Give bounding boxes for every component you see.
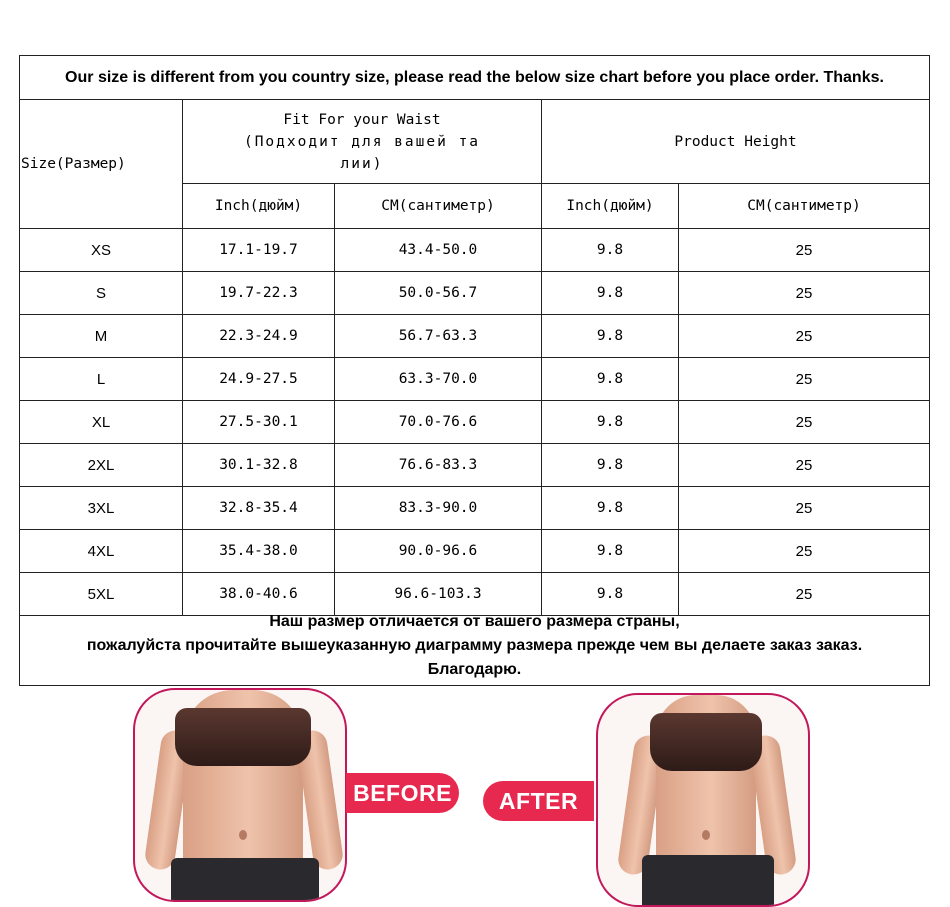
waist-cm-cell: 70.0-76.6 bbox=[335, 401, 542, 444]
size-cell: XL bbox=[20, 401, 183, 444]
loose-jeans bbox=[642, 855, 774, 907]
russian-notice bbox=[20, 607, 929, 685]
header-size: Size(Размер) bbox=[20, 100, 183, 229]
waist-inch-cell: 27.5-30.1 bbox=[183, 401, 335, 444]
height-inch-cell: 9.8 bbox=[542, 315, 679, 358]
russian-notice-line1: Наш размер отличается от вашего размера страны, bbox=[269, 613, 680, 630]
subheader-height-cm: CM(сантиметр) bbox=[679, 184, 929, 229]
waist-cm-cell: 96.6-103.3 bbox=[335, 573, 542, 616]
waist-cm-cell: 83.3-90.0 bbox=[335, 487, 542, 530]
height-cm-cell: 25 bbox=[679, 444, 929, 487]
waist-cm-cell: 63.3-70.0 bbox=[335, 358, 542, 401]
tube-bra-garment bbox=[650, 713, 762, 771]
subheader-height-inch: Inch(дюйм) bbox=[542, 184, 679, 229]
russian-notice-line2: пожалуйста прочитайте вышеуказанную диаграмму размера прежде чем вы делаете заказ заказ. bbox=[86, 637, 863, 654]
size-cell: 5XL bbox=[20, 573, 183, 616]
waist-inch-cell: 35.4-38.0 bbox=[183, 530, 335, 573]
navel bbox=[239, 830, 247, 840]
english-notice: Our size is different from you country size, please read the below size chart before you place order. Thanks. bbox=[20, 56, 929, 100]
height-cm-cell: 25 bbox=[679, 358, 929, 401]
height-cm-cell: 25 bbox=[679, 530, 929, 573]
tube-bra-garment bbox=[175, 708, 311, 766]
size-chart bbox=[19, 55, 930, 686]
jeans bbox=[171, 858, 319, 902]
height-cm-cell: 25 bbox=[679, 229, 929, 272]
height-cm-cell: 25 bbox=[679, 272, 929, 315]
before-photo bbox=[133, 688, 347, 902]
size-cell: 2XL bbox=[20, 444, 183, 487]
waist-inch-cell: 19.7-22.3 bbox=[183, 272, 335, 315]
waist-inch-cell: 30.1-32.8 bbox=[183, 444, 335, 487]
size-cell: 4XL bbox=[20, 530, 183, 573]
navel bbox=[702, 830, 710, 840]
height-cm-cell: 25 bbox=[679, 487, 929, 530]
subheader-waist-cm: CM(сантиметр) bbox=[335, 184, 542, 229]
waist-cm-cell: 56.7-63.3 bbox=[335, 315, 542, 358]
height-cm-cell: 25 bbox=[679, 573, 929, 616]
subheader-waist-inch: Inch(дюйм) bbox=[183, 184, 335, 229]
waist-cm-cell: 76.6-83.3 bbox=[335, 444, 542, 487]
height-inch-cell: 9.8 bbox=[542, 229, 679, 272]
height-cm-cell: 25 bbox=[679, 315, 929, 358]
waist-inch-cell: 32.8-35.4 bbox=[183, 487, 335, 530]
size-cell: L bbox=[20, 358, 183, 401]
height-inch-cell: 9.8 bbox=[542, 358, 679, 401]
after-label: AFTER bbox=[483, 781, 594, 821]
size-table bbox=[20, 100, 929, 616]
waist-cm-cell: 43.4-50.0 bbox=[335, 229, 542, 272]
header-fit-line1: Fit For your Waist bbox=[283, 111, 441, 128]
height-inch-cell: 9.8 bbox=[542, 487, 679, 530]
waist-cm-cell: 90.0-96.6 bbox=[335, 530, 542, 573]
waist-inch-cell: 22.3-24.9 bbox=[183, 315, 335, 358]
after-photo bbox=[596, 693, 810, 907]
size-cell: M bbox=[20, 315, 183, 358]
size-cell: S bbox=[20, 272, 183, 315]
before-label: BEFORE bbox=[346, 773, 459, 813]
height-inch-cell: 9.8 bbox=[542, 573, 679, 616]
waist-inch-cell: 38.0-40.6 bbox=[183, 573, 335, 616]
russian-notice-line3: Благодарю. bbox=[427, 661, 522, 678]
height-inch-cell: 9.8 bbox=[542, 401, 679, 444]
waist-inch-cell: 24.9-27.5 bbox=[183, 358, 335, 401]
size-cell: XS bbox=[20, 229, 183, 272]
header-fit-line2: (Подходит для вашей та bbox=[243, 133, 481, 150]
height-cm-cell: 25 bbox=[679, 401, 929, 444]
waist-cm-cell: 50.0-56.7 bbox=[335, 272, 542, 315]
header-fit-waist bbox=[183, 100, 542, 184]
size-cell: 3XL bbox=[20, 487, 183, 530]
waist-inch-cell: 17.1-19.7 bbox=[183, 229, 335, 272]
height-inch-cell: 9.8 bbox=[542, 444, 679, 487]
header-product-height: Product Height bbox=[542, 100, 929, 184]
height-inch-cell: 9.8 bbox=[542, 272, 679, 315]
header-fit-line3: лии) bbox=[340, 155, 384, 172]
height-inch-cell: 9.8 bbox=[542, 530, 679, 573]
